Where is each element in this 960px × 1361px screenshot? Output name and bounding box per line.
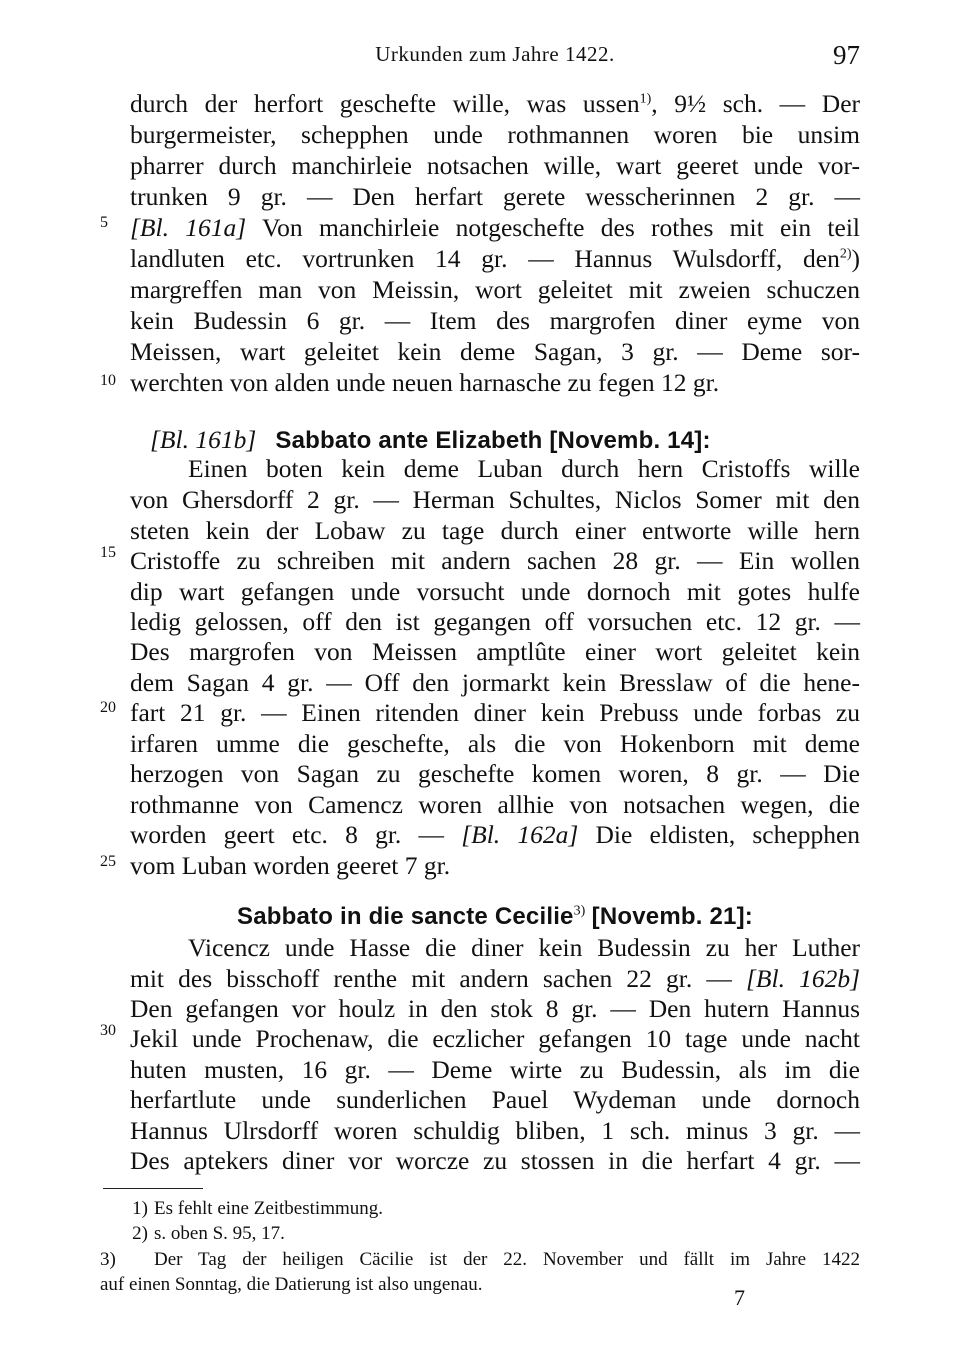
text-line: landluten etc. vortrunken 14 gr. — Hannus Wulsdorff, den$^{2)}$) [130,244,860,273]
folio-reference: [Bl. 161b] [150,425,257,454]
footnote-1: 1) Es fehlt eine Zeitbestimmung. [132,1198,384,1219]
signature-mark: 7 [734,1285,745,1310]
text-line: Hannus Ulrsdorff woren schuldig bliben, 1 sch. minus 3 gr. — [130,1116,860,1145]
text-line: Den gefangen vor houlz in den stok 8 gr. — Den hutern Hannus [130,994,860,1023]
page-number: 97 [833,40,860,70]
text-line: huten musten, 16 gr. — Deme wirte zu Budessin, als im die [130,1055,860,1084]
text-line: ledig gelossen, off den ist gegangen off vorsuchen etc. 12 gr. — [130,607,860,636]
text-line: werchten von alden unde neuen harnasche zu fegen 12 gr. [130,368,720,397]
text-line: fart 21 gr. — Einen ritenden diner kein Prebuss unde forbas zu [130,698,860,727]
text-line: mit des bisschoff renthe mit andern sachen 22 gr. — [Bl. 162b] [130,964,861,993]
footnote-mark: 1) [639,91,652,107]
text-line: trunken 9 gr. — Den herfart gerete wesscherinnen 2 gr. — [130,182,860,211]
text-line: herzogen von Sagan zu geschefte komen woren, 8 gr. — Die [130,759,860,788]
text-line: herfartlute unde sunderlichen Pauel Wydeman unde dornoch [130,1085,860,1114]
line-number-20: 20 [100,699,116,716]
text-line: von Ghersdorff 2 gr. — Herman Schultes, Niclos Somer mit den [130,485,860,514]
running-header [130,40,860,80]
text-line: steten kein der Lobaw zu tage durch einer entworte wille hern [130,516,860,545]
text-line: Des margrofen von Meissen amptlûte einer wort geleitet kein [130,637,860,666]
line-number-10: 10 [100,372,116,389]
text-line: irfaren umme die geschefte, als die von Hokenborn mit deme [130,729,860,758]
text-line: Meissen, wart geleitet kein deme Sagan, 3 gr. — Deme sor- [130,337,860,366]
line-number-30: 30 [100,1022,116,1039]
text-line: Cristoffe zu schreiben mit andern sachen 28 gr. — Ein wollen [130,546,860,575]
text-line: Jekil unde Prochenaw, die eczlicher gefangen 10 tage unde nacht [130,1024,860,1053]
folio-reference: [Bl. 162a] [461,820,579,849]
section-heading: [Bl. 161b] Sabbato ante Elizabeth [Novemb. 14]: [150,425,711,454]
footnote-mark: 2) [839,246,852,262]
line-number-15: 15 [100,544,116,561]
text-line: vom Luban worden geeret 7 gr. [130,851,451,880]
footnote-mark: 3) [573,903,586,919]
text-line: Vicencz unde Hasse die diner kein Budessin zu her Luther [188,933,860,962]
text-line: Einen boten kein deme Luban durch hern Cristoffs wille [188,454,860,483]
text-line: margreffen man von Meissin, wort geleitet mit zweien schuczen [130,275,860,304]
text-line: burgermeister, schepphen unde rothmannen woren bie unsim [130,120,860,149]
footnote-3: 3) Der Tag der heiligen Cäcilie ist der 22. November und fällt im Jahre 1422 [100,1249,860,1270]
text-line: kein Budessin 6 gr. — Item des margrofen diner eyme von [130,306,860,335]
footnote-rule [103,1188,203,1189]
text-line: dip wart gefangen unde vorsucht unde dornoch mit gotes hulfe [130,577,860,606]
folio-reference: [Bl. 162b] [746,964,861,993]
line-number-25: 25 [100,853,116,870]
text-line: [Bl. 161a] Von manchirleie notgeschefte des rothes mit ein teil [130,213,860,242]
footnote-3-continued: auf einen Sonntag, die Datierung ist also ungenau. [100,1274,483,1295]
folio-reference: [Bl. 161a] [130,213,247,242]
footnote-2: 2) s. oben S. 95, 17. [132,1223,285,1244]
text-line: Des aptekers diner vor worcze zu stossen in die herfart 4 gr. — [130,1146,860,1175]
text-line: pharrer durch manchirleie notsachen wille, wart geeret unde vor- [130,151,860,180]
text-line: durch der herfort geschefte wille, was ussen$^{1)}$, 9½ sch. — Der [130,89,860,118]
text-line: rothmanne von Camencz woren allhie von notsachen wegen, die [130,790,860,819]
text-line: dem Sagan 4 gr. — Off den jormarkt kein Bresslaw of die hene- [130,668,860,697]
section-heading: Sabbato in die sancte Cecilie$^{3)}$ [Novemb. 21]: [237,903,753,930]
running-title: Urkunden zum Jahre 1422. [375,42,615,66]
text-line: worden geert etc. 8 gr. — [Bl. 162a] Die eldisten, schepphen [130,820,861,849]
line-number-5: 5 [100,214,108,231]
